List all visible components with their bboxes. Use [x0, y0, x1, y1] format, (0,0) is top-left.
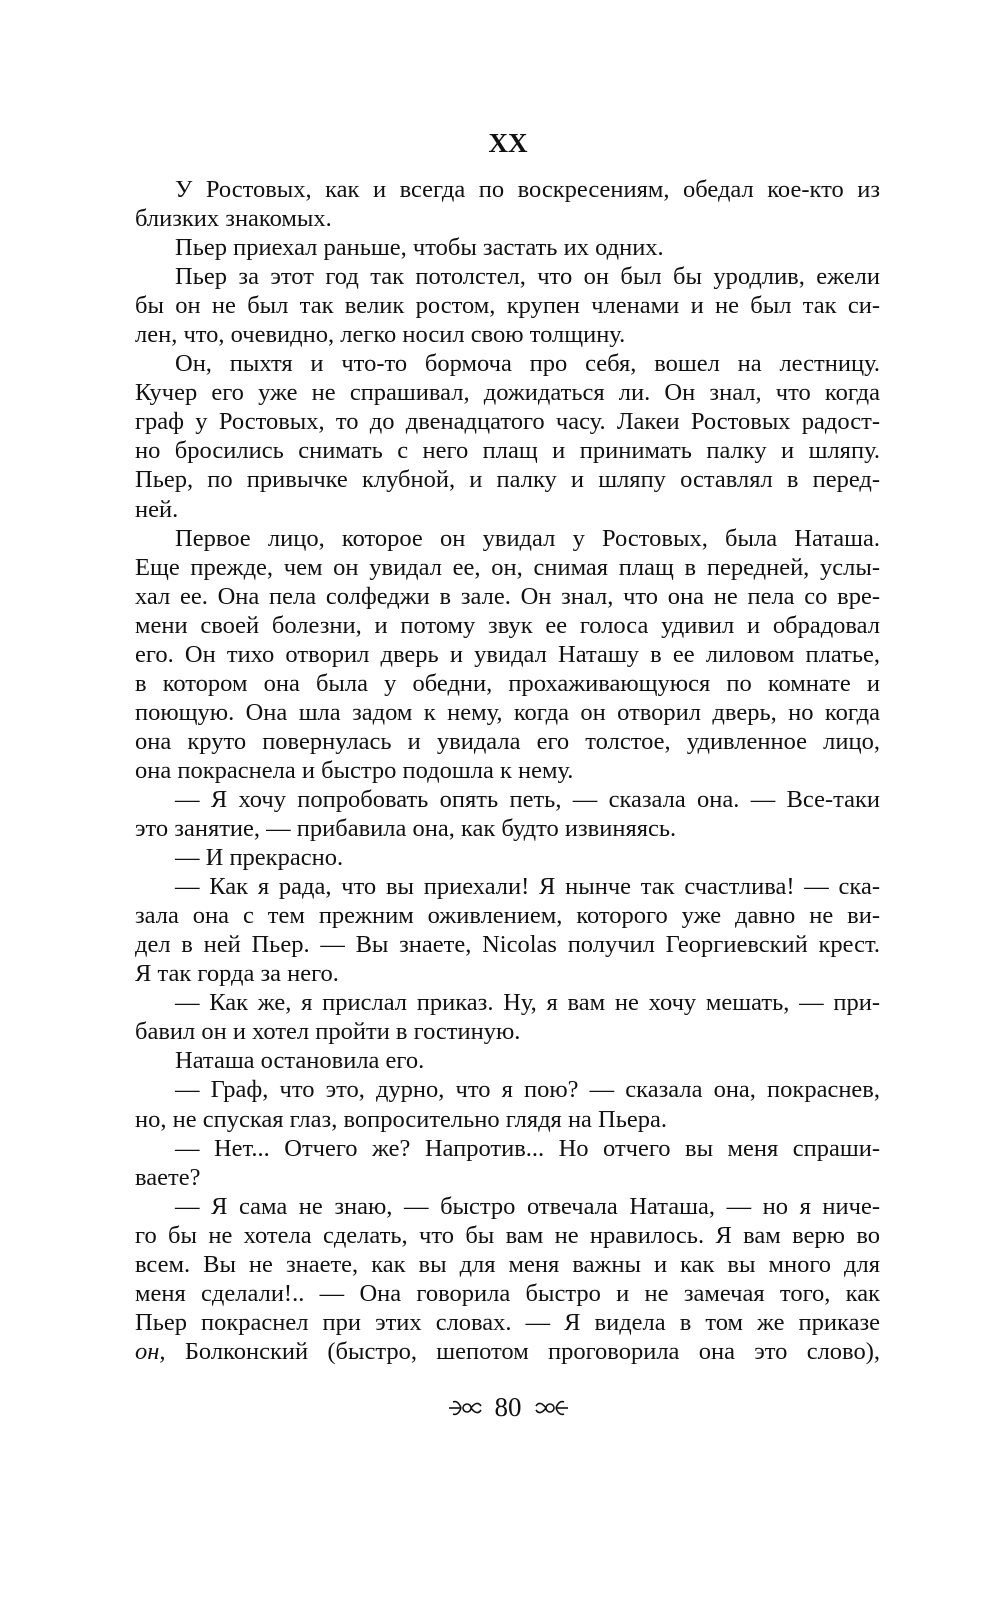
- text-line: [135, 320, 880, 349]
- text-line-content: близких знакомых.: [135, 205, 332, 233]
- text-line-content: — Я хочу попробовать опять петь, — сказала она. — Все-таки: [175, 785, 880, 813]
- text-line: [135, 378, 880, 407]
- text-line: [135, 640, 880, 669]
- text-line: [135, 756, 880, 785]
- text-line-content: го бы не хотела сделать, что бы вам не нравилось. Я вам верю во: [135, 1221, 880, 1249]
- text-line-content: всем. Вы не знаете, как вы для меня важны и как вы много для: [135, 1250, 880, 1278]
- page-footer: [0, 1392, 1000, 1423]
- text-line-content: — Как же, я прислал приказ. Ну, я вам не хочу мешать, — при-: [175, 989, 880, 1017]
- page-body-text: [135, 175, 880, 1366]
- text-line: [135, 611, 880, 640]
- text-line-content: Наташа остановила его.: [175, 1047, 425, 1075]
- text-line: [135, 930, 880, 959]
- text-line: [135, 843, 880, 872]
- text-line: [135, 1250, 880, 1279]
- page-number: 80: [494, 1392, 522, 1422]
- text-line: [135, 436, 880, 465]
- italic-word: он,: [135, 1337, 166, 1365]
- chapter-title: XX: [488, 128, 528, 158]
- text-line: [135, 233, 880, 262]
- text-line: [135, 872, 880, 901]
- text-line: [135, 698, 880, 727]
- text-line-content: она круто повернулась и увидала его толстое, удивленное лицо,: [135, 727, 880, 755]
- text-line-content: Пьер приехал раньше, чтобы застать их одних.: [175, 234, 664, 262]
- text-line-content: Пьер покраснел при этих словах. — Я видела в том же приказе: [135, 1308, 880, 1336]
- text-line: [135, 349, 880, 378]
- text-line: [135, 204, 880, 233]
- text-line: [135, 175, 880, 204]
- text-line: [135, 1017, 880, 1046]
- text-line-content: ваете?: [135, 1163, 201, 1191]
- text-line: [135, 1221, 880, 1250]
- text-line: [135, 959, 880, 988]
- text-line: [135, 1075, 880, 1104]
- text-line-content: меня сделали!.. — Она говорила быстро и не замечая того, как: [135, 1279, 880, 1307]
- text-line-content: но, не спуская глаз, вопросительно глядя на Пьера.: [135, 1105, 668, 1133]
- text-line: [135, 1134, 880, 1163]
- text-line-content: — Нет... Отчего же? Напротив... Но отчего вы меня спраши-: [175, 1134, 880, 1162]
- text-line: [135, 1046, 880, 1075]
- text-line: [135, 988, 880, 1017]
- text-line-content: дел в ней Пьер. — Вы знаете, Nicolas получил Георгиевский крест.: [135, 931, 880, 959]
- text-line-content: Я так горда за него.: [135, 960, 339, 988]
- text-line-content: Первое лицо, которое он увидал у Ростовых, была Наташа.: [175, 524, 880, 552]
- text-line: [135, 1192, 880, 1221]
- text-line: [135, 407, 880, 436]
- text-line-content: — Я сама не знаю, — быстро отвечала Наташа, — но я ниче-: [175, 1192, 880, 1220]
- text-line: [135, 814, 880, 843]
- text-line-content: поющую. Она шла задом к нему, когда он отворил дверь, но когда: [135, 698, 880, 726]
- text-line-content: в котором она была у обедни, прохаживающуюся по комнате и: [135, 669, 880, 697]
- text-line-content: Еще прежде, чем он увидал ее, он, снимая плащ в передней, услы-: [135, 553, 880, 581]
- text-line: [135, 524, 880, 553]
- text-line: [135, 901, 880, 930]
- text-line: [135, 1163, 880, 1192]
- text-line-content: зала она с тем прежним оживлением, которого уже давно не ви-: [135, 902, 880, 930]
- text-line-content: — Как я рада, что вы приехали! Я нынче так счастлива! — ска-: [175, 873, 880, 901]
- text-line-content: лен, что, очевидно, легко носил свою толщину.: [135, 321, 626, 349]
- text-line-content: Болконский (быстро, шепотом проговорила она это слово),: [165, 1337, 880, 1365]
- text-line: [135, 553, 880, 582]
- text-line: [135, 582, 880, 611]
- text-line: [135, 1337, 880, 1366]
- text-line: [135, 291, 880, 320]
- text-line: [135, 1279, 880, 1308]
- text-line-content: граф у Ростовых, то до двенадцатого часу. Лакеи Ростовых радост-: [135, 408, 880, 436]
- text-line-content: это занятие, — прибавила она, как будто извиняясь.: [135, 815, 677, 843]
- text-line: [135, 1308, 880, 1337]
- ornament-right-icon: [534, 1397, 570, 1419]
- text-line-content: — И прекрасно.: [175, 844, 344, 872]
- text-line-content: его. Он тихо отворил дверь и увидал Наташу в ее лиловом платье,: [135, 640, 880, 668]
- text-line-content: У Ростовых, как и всегда по воскресениям, обедал кое-кто из: [175, 176, 880, 203]
- text-line: [135, 1105, 880, 1134]
- text-line-content: Пьер, по привычке клубной, и палку и шляпу оставлял в перед-: [135, 466, 880, 494]
- text-line-content: но бросились снимать с него плащ и принимать палку и шляпу.: [135, 437, 880, 465]
- text-line-content: бавил он и хотел пройти в гостиную.: [135, 1018, 521, 1046]
- text-line-content: мени своей болезни, и потому звук ее голоса удивил и обрадовал: [135, 611, 880, 639]
- text-line: [135, 727, 880, 756]
- text-line: [135, 465, 880, 494]
- text-line-content: она покраснела и быстро подошла к нему.: [135, 756, 574, 784]
- text-line-content: — Граф, что это, дурно, что я пою? — сказала она, покраснев,: [175, 1076, 880, 1104]
- text-line-content: хал ее. Она пела солфеджи в зале. Он знал, что она не пела со вре-: [135, 582, 880, 610]
- text-line: [135, 785, 880, 814]
- text-line: [135, 262, 880, 291]
- text-line-content: Он, пыхтя и что-то бормоча про себя, вошел на лестницу.: [175, 350, 880, 378]
- ornament-left-icon: [447, 1397, 483, 1419]
- text-line: [135, 495, 880, 524]
- text-line: [135, 669, 880, 698]
- text-line-content: Кучер его уже не спрашивал, дожидаться ли. Он знал, что когда: [135, 379, 880, 407]
- text-line-content: ней.: [135, 495, 179, 523]
- text-line-content: бы он не был так велик ростом, крупен членами и не был так си-: [135, 292, 880, 320]
- text-line-content: Пьер за этот год так потолстел, что он был бы уродлив, ежели: [175, 263, 880, 291]
